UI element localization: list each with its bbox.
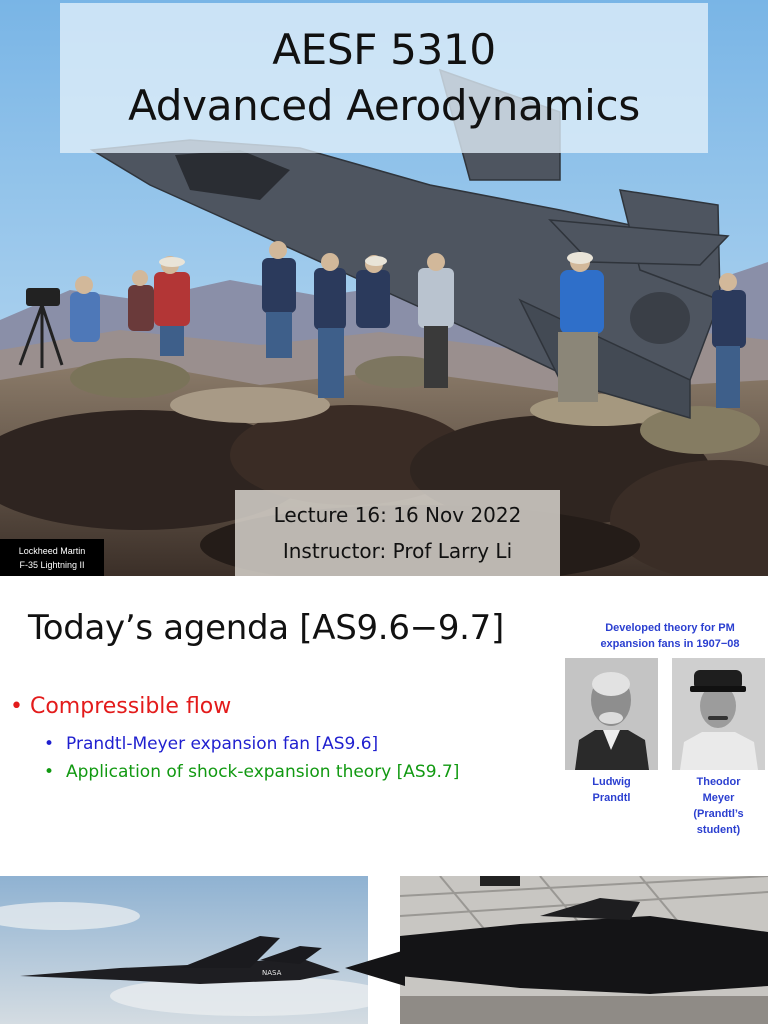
historical-note-line2: expansion fans in 1907−08 [600, 638, 740, 650]
bullet-main-text: Compressible flow [29, 694, 232, 719]
bullet-dot: • [44, 762, 55, 782]
sub-bullet-text: Application of shock-expansion theory [AS9.7] [66, 762, 460, 782]
sr71-flight-photo [0, 876, 368, 1024]
portrait-prandtl [565, 658, 658, 770]
historical-note [578, 620, 762, 652]
lecture-date: Lecture 16: 16 Nov 2022 [273, 503, 522, 527]
sr71-nose-cone [345, 946, 405, 986]
sub-bullet-shock-expansion [44, 762, 459, 782]
course-code: AESF 5310 [272, 25, 496, 74]
photo-credit-line1: Lockheed Martin [18, 545, 86, 556]
photo-credit [0, 539, 104, 576]
caption-meyer-line1: Theodor [696, 776, 741, 788]
caption-prandtl [565, 774, 658, 806]
portrait-meyer [672, 658, 765, 770]
caption-meyer-line2: Meyer [702, 792, 735, 804]
photo-credit-line2: F-35 Lightning II [19, 559, 85, 570]
course-title: Advanced Aerodynamics [128, 81, 640, 130]
historical-note-line1: Developed theory for PM [605, 622, 735, 634]
agenda-slide [0, 576, 768, 1024]
agenda-title: Today’s agenda [AS9.6−9.7] [28, 608, 504, 648]
bullet-compressible-flow [10, 694, 231, 719]
caption-meyer [672, 774, 765, 838]
caption-meyer-line4: student) [696, 824, 741, 836]
instructor-name: Instructor: Prof Larry Li [282, 539, 513, 563]
caption-prandtl-line2: Prandtl [592, 792, 631, 804]
nasa-tail-text: NASA [262, 969, 282, 977]
sub-bullet-pm-fan [44, 734, 378, 754]
title-box [60, 3, 708, 153]
lecture-info-box [235, 490, 560, 576]
sub-bullet-text: Prandtl-Meyer expansion fan [AS9.6] [66, 734, 379, 754]
sr71-museum-photo [400, 876, 768, 1024]
caption-meyer-line3: (Prandtl’s [693, 808, 744, 820]
bullet-dot: • [44, 734, 55, 754]
caption-prandtl-line1: Ludwig [592, 776, 631, 788]
bullet-dot: • [10, 694, 30, 719]
